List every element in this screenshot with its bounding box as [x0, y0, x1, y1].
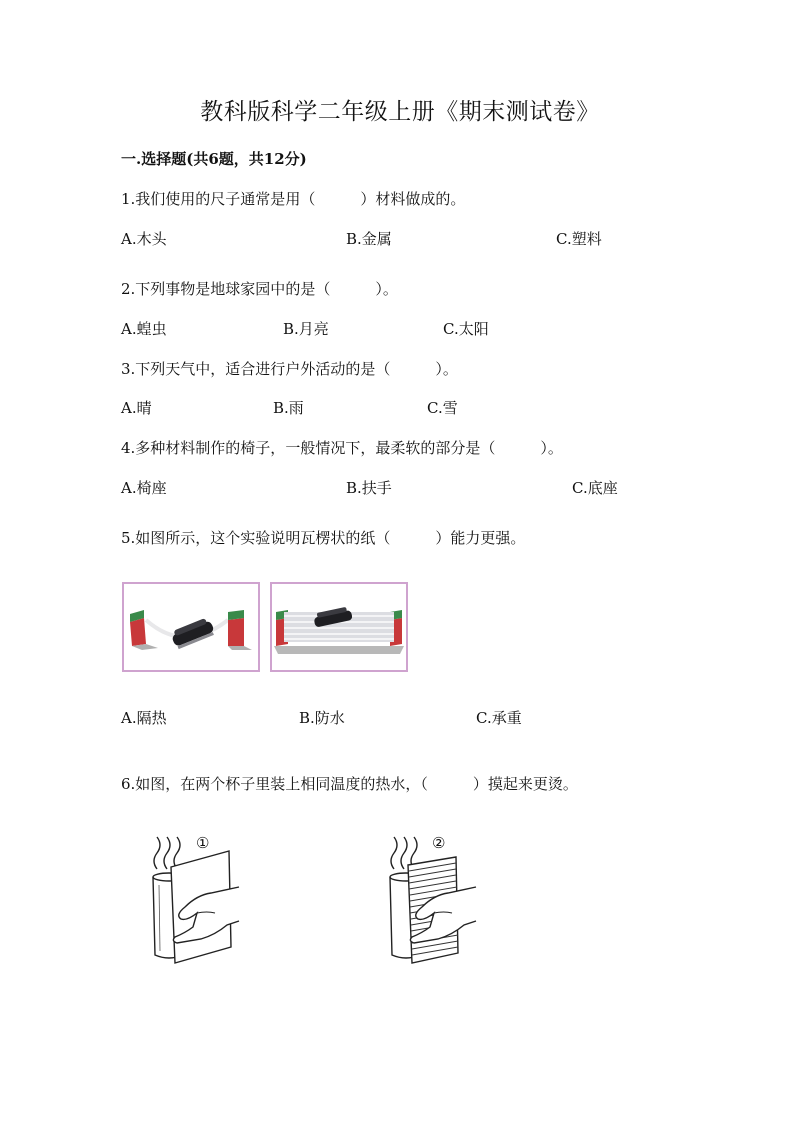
q4-option-c[interactable]: C.底座: [572, 479, 618, 497]
q4-option-a[interactable]: A.椅座: [121, 479, 167, 497]
q4-option-b[interactable]: B.扶手: [346, 479, 392, 497]
question-1: 1.我们使用的尺子通常是用（ ）材料做成的。: [121, 190, 466, 208]
q3-option-b[interactable]: B.雨: [273, 399, 304, 417]
q2-option-c[interactable]: C.太阳: [443, 320, 489, 338]
question-2: 2.下列事物是地球家园中的是（ ）。: [121, 280, 398, 298]
section-heading: 一.选择题(共6题，共12分): [121, 150, 307, 168]
question-3: 3.下列天气中，适合进行户外活动的是（ ）。: [121, 360, 458, 378]
flat-paper-photo: [122, 582, 260, 672]
q1-option-c[interactable]: C.塑料: [556, 230, 602, 248]
figure-label-1: ①: [196, 834, 210, 852]
q1-option-a[interactable]: A.木头: [121, 230, 167, 248]
q3-option-a[interactable]: A.晴: [121, 399, 152, 417]
figure-label-2: ②: [432, 834, 446, 852]
q1-option-b[interactable]: B.金属: [346, 230, 392, 248]
corrugated-paper-photo: [270, 582, 408, 672]
question-5: 5.如图所示，这个实验说明瓦楞状的纸（ ）能力更强。: [121, 529, 526, 547]
question-6: 6.如图，在两个杯子里装上相同温度的热水，（ ）摸起来更烫。: [121, 775, 578, 793]
cup-corrugated-paper-figure: [382, 835, 482, 970]
q5-option-b[interactable]: B.防水: [299, 709, 345, 727]
cup-flat-paper-figure: [145, 835, 245, 970]
q5-option-a[interactable]: A.隔热: [121, 709, 167, 727]
page-title: 教科版科学二年级上册《期末测试卷》: [200, 99, 600, 125]
q5-option-c[interactable]: C.承重: [476, 709, 522, 727]
q2-option-b[interactable]: B.月亮: [283, 320, 329, 338]
question-4: 4.多种材料制作的椅子，一般情况下，最柔软的部分是（ ）。: [121, 439, 563, 457]
q2-option-a[interactable]: A.蝗虫: [121, 320, 167, 338]
q3-option-c[interactable]: C.雪: [427, 399, 458, 417]
